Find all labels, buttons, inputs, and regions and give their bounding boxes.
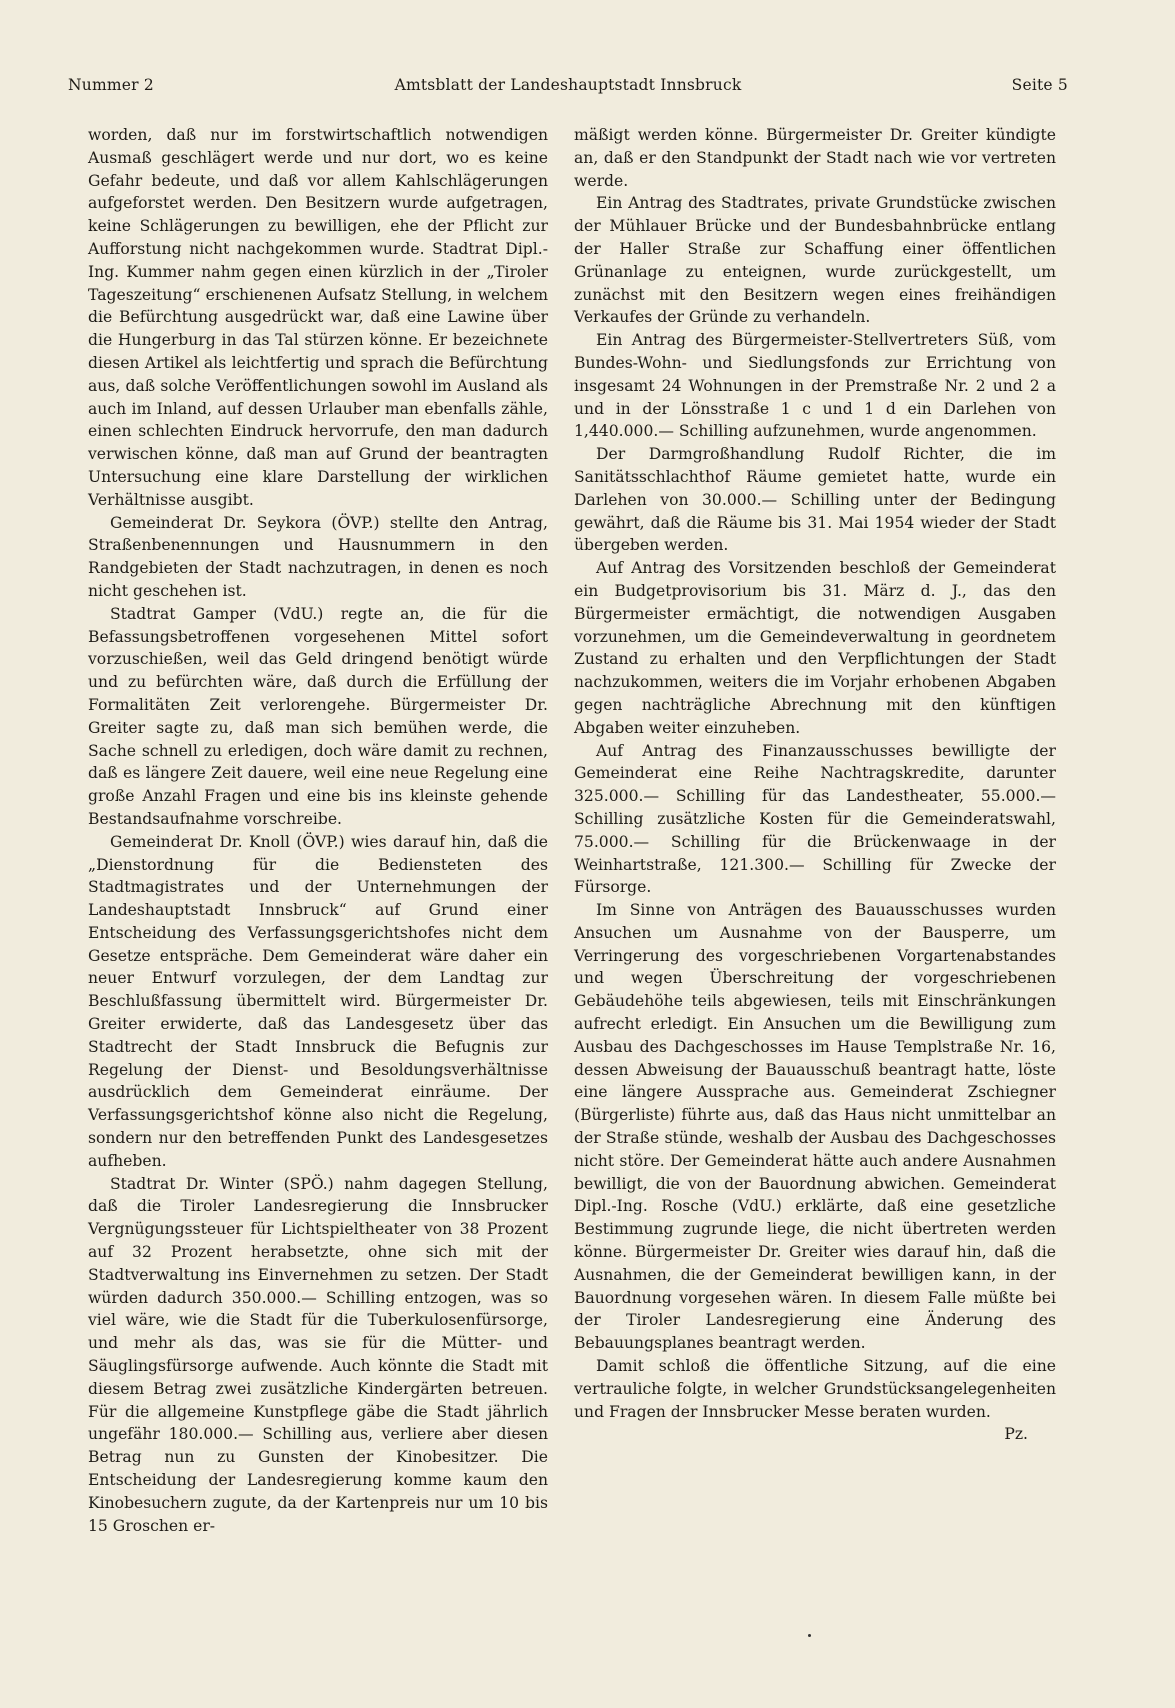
paragraph-knoll-service-code: Gemeinderat Dr. Knoll (ÖVP.) wies darauf hin, daß die „Dienstordnung für die Bediensteten des Stadtmagistrates und der Unternehmungen der Landeshauptstadt Innsbruck“ auf Grund einer Entscheidung des Verfassungsgerichtshofes nicht dem Gesetze entspräche. Dem Gemeinderat wäre daher ein neuer Entwurf vorzulegen, der dem Landtag zur Beschlußfassung übermittelt wird. Bürgermeister Dr. Greiter erwiderte, daß das Landesgesetz über das Stadtrecht der Stadt Innsbruck die Befugnis zur Regelung der Dienst- und Besoldungsverhältnisse ausdrücklich dem Gemeinderat einräume. Der Verfassungsgerichtshof könne also nicht die Regelung, sondern nur den betreffenden Punkt des Landesgesetzes aufheben. — [88, 832, 548, 1170]
left-column — [88, 124, 548, 1537]
issue-number: Nummer 2 — [68, 76, 154, 94]
paragraph-housing-loan: Ein Antrag des Bürgermeister-Stellvertreters Süß, vom Bundes-Wohn- und Siedlungsfonds zur Errichtung von insgesamt 24 Wohnungen in der Premstraße Nr. 2 und 2 a und in der Lönsstraße 1 c und 1 d ein Darlehen von 1,440.000.— Schilling aufzunehmen, wurde angenommen. — [574, 331, 1056, 441]
paragraph-session-close — [574, 1355, 1056, 1444]
paragraph-winter-entertainment-tax: Stadtrat Dr. Winter (SPÖ.) nahm dagegen Stellung, daß die Tiroler Landesregierung die Innsbrucker Vergnügungssteuer für Lichtspieltheater von 38 Prozent auf 32 Prozent herabsetzte, ohne sich mit der Stadtverwaltung ins Einvernehmen zu setzen. Der Stadt würden dadurch 350.000.— Schilling entzogen, was so viel wäre, wie die Stadt für die Tuberkulosenfürsorge, und mehr als das, was sie für die Mütter- und Säuglingsfürsorge aufwende. Auch könnte die Stadt mit diesem Betrag zwei zusätzliche Kindergärten betreuen. Für die allgemeine Kunstpflege gäbe die Stadt jährlich ungefähr 180.000.— Schilling aus, verliere aber diesen Betrag nun zu Gunsten der Kinobesitzer. Die Entscheidung der Landesregierung komme kaum den Kinobesuchern zugute, da der Kartenpreis nur um 10 bis 15 Groschen er- — [88, 1174, 548, 1535]
paragraph-forestry-continuation: worden, daß nur im forstwirtschaftlich notwendigen Ausmaß geschlägert werde und nur dort, wo es keine Gefahr bedeute, und daß vor allem Kahlschlägerungen aufgeforstet werden. Den Besitzern wurde aufgetragen, keine Schlägerungen zu bewilligen, ehe der Pflicht zur Aufforstung nicht nachgekommen wurde. Stadtrat Dipl.-Ing. Kummer nahm gegen einen kürzlich in der „Tiroler Tageszeitung“ erschienenen Aufsatz Stellung, in welchem die Befürchtung ausgedrückt war, daß eine Lawine über die Hungerburg in das Tal stürzen könne. Er bezeichnete diesen Artikel als leichtfertig und sprach die Befürchtung aus, daß solche Veröffentlichungen sowohl im Ausland als auch im Inland, auf dessen Urlauber man ebenfalls zähle, einen schlechten Eindruck hervorrufe, den man dadurch verwischen könne, daß man auf Grund der beantragten Untersuchung eine klare Darstellung der wirklichen Verhältnisse ausgibt. — [88, 126, 548, 509]
paragraph-supplementary-credits: Auf Antrag des Finanzausschusses bewilligte der Gemeinderat eine Reihe Nachtragskredite, darunter 325.000.— Schilling für das Landestheater, 55.000.— Schilling zusätzliche Kosten für die Gemeinderatswahl, 75.000.— Schilling für die Brückenwaage in der Weinhartstraße, 121.300.— Schilling für Zwecke der Fürsorge. — [574, 741, 1056, 897]
author-signature: Pz. — [1004, 1425, 1028, 1444]
print-speck — [808, 1634, 811, 1637]
paragraph-building-committee: Im Sinne von Anträgen des Bauausschusses wurden Ansuchen um Ausnahme von der Bausperre, um Verringerung des vorgeschriebenen Vorgartenabstandes und wegen Überschreitung der vorgeschriebenen Gebäudehöhe teils abgewiesen, teils mit Einschränkungen aufrecht erledigt. Ein Ansuchen um die Bewilligung zum Ausbau des Dachgeschosses im Hause Templstraße Nr. 16, dessen Abweisung der Bauausschuß beantragt hatte, löste eine längere Aussprache aus. Gemeinderat Zschiegner (Bürgerliste) führte aus, daß das Haus nicht unmittelbar an der Straße stünde, weshalb der Ausbau des Dachgeschosses nicht störe. Der Gemeinderat hätte auch andere Ausnahmen bewilligt, die von der Bauordnung abwichen. Gemeinderat Dipl.-Ing. Rosche (VdU.) erklärte, daß eine gesetzliche Bestimmung zugrunde liege, die nicht übertreten werden könne. Bürgermeister Dr. Greiter wies darauf hin, daß die Ausnahmen, die der Gemeinderat bewilligen kann, in der Bauordnung vorgesehen wären. In diesem Falle müßte bei der Tiroler Landesregierung eine Änderung des Bebauungsplanes beantragt werden. — [574, 901, 1056, 1353]
publication-title: Amtsblatt der Landeshauptstadt Innsbruck — [394, 76, 742, 94]
page-number: Seite 5 — [1011, 76, 1068, 94]
paragraph-richter-loan: Der Darmgroßhandlung Rudolf Richter, die im Sanitätsschlachthof Räume gemietet hatte, wurde ein Darlehen von 30.000.— Schilling unter der Bedingung gewährt, daß die Räume bis 31. Mai 1954 wieder der Stadt übergeben werden. — [574, 445, 1056, 555]
paragraph-seykora-motion: Gemeinderat Dr. Seykora (ÖVP.) stellte den Antrag, Straßenbenennungen und Hausnummern in den Randgebieten der Stadt nachzutragen, in denen es noch nicht geschehen ist. — [88, 513, 548, 600]
paragraph-gamper-proposal: Stadtrat Gamper (VdU.) regte an, die für die Befassungsbetroffenen vorgesehenen Mittel sofort vorzuschießen, weil das Geld dringend benötigt würde und zu befürchten wäre, daß durch die Erfüllung der Formalitäten Zeit verlorengehe. Bürgermeister Dr. Greiter sagte zu, daß man sich bemühen werde, die Sache schnell zu erledigen, doch wäre damit zu rechnen, daß es längere Zeit dauere, weil eine neue Regelung eine große Anzahl Fragen und eine bis ins kleinste gehende Bestandsaufnahme vorschreibe. — [88, 604, 548, 828]
paragraph-green-space-motion: Ein Antrag des Stadtrates, private Grundstücke zwischen der Mühlauer Brücke und der Bundesbahnbrücke entlang der Haller Straße zur Schaffung einer öffentlichen Grünanlage zu enteignen, wurde zurückgestellt, um zunächst mit den Besitzern wegen eines freihändigen Verkaufes der Gründe zu verhandeln. — [574, 194, 1056, 327]
session-close-text: Damit schloß die öffentliche Sitzung, auf die eine vertrauliche folgte, in welcher Grundstücksangelegenheiten und Fragen der Innsbrucker Messe beraten wurden. — [574, 1357, 1056, 1421]
paragraph-budget-provisional: Auf Antrag des Vorsitzenden beschloß der Gemeinderat ein Budgetprovisorium bis 31. März d. J., das den Bürgermeister ermächtigt, die notwendigen Ausgaben vorzunehmen, um die Gemeindeverwaltung in geordnetem Zustand zu erhalten und den Verpflichtungen der Stadt nachzukommen, weiters die im Vorjahr erhobenen Abgaben gegen nachträgliche Abrechnung mit den künftigen Abgaben weiter einzuheben. — [574, 559, 1056, 737]
paragraph-tax-continuation: mäßigt werden könne. Bürgermeister Dr. Greiter kündigte an, daß er den Standpunkt der Stadt nach wie vor vertreten werde. — [574, 126, 1056, 190]
running-head — [68, 76, 1068, 98]
right-column — [574, 124, 1056, 1446]
